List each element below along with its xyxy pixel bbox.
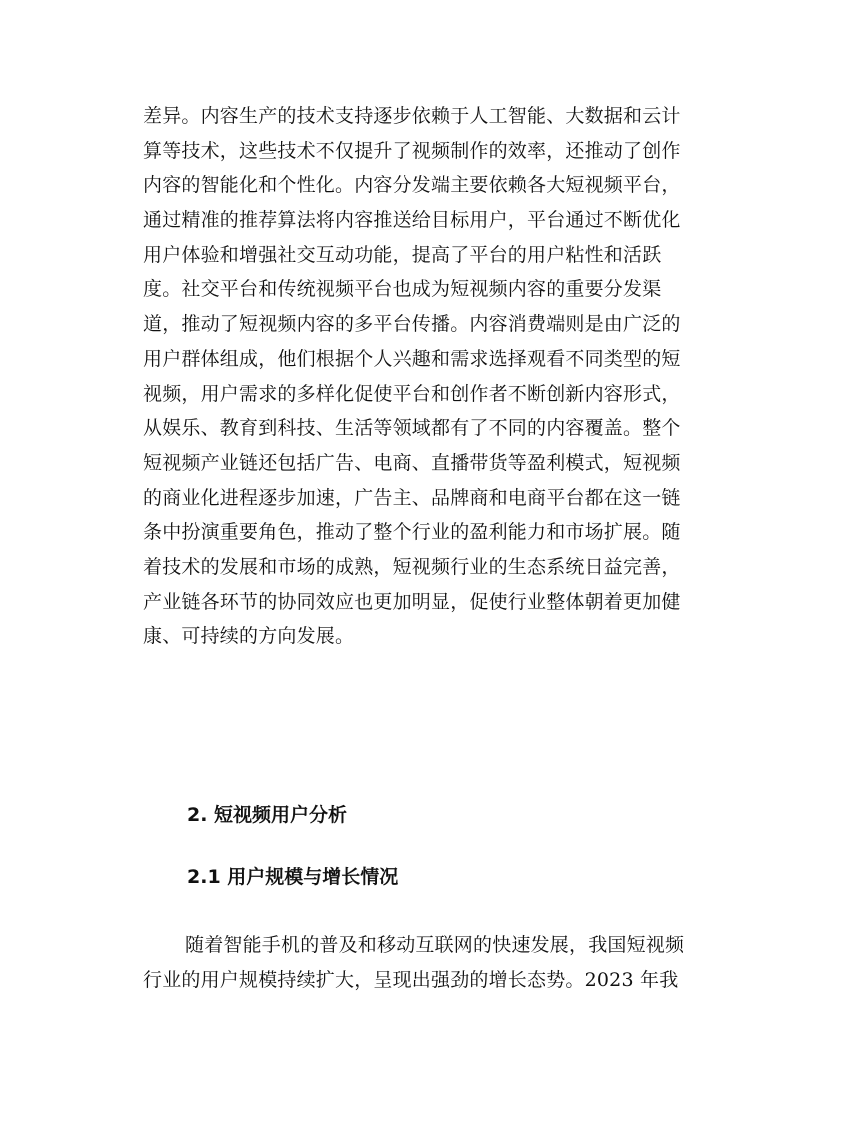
text-line: 着技术的发展和市场的成熟，短视频行业的生态系统日益完善， <box>143 555 681 578</box>
body-paragraph-industry-chain <box>143 99 703 654</box>
text-line: 条中扮演重要角色，推动了整个行业的盈利能力和市场扩展。随 <box>143 521 681 544</box>
text-line: 从娱乐、教育到科技、生活等领域都有了不同的内容覆盖。整个 <box>143 417 681 440</box>
text-line: 行业的用户规模持续扩大，呈现出强劲的增长态势。2023 年我 <box>143 968 679 991</box>
text-line: 短视频产业链还包括广告、电商、直播带货等盈利模式，短视频 <box>143 451 681 474</box>
text-line: 用户体验和增强社交互动功能，提高了平台的用户粘性和活跃 <box>143 243 662 266</box>
subsection-heading-user-scale: 2.1 用户规模与增长情况 <box>187 866 399 888</box>
text-line: 用户群体组成，他们根据个人兴趣和需求选择观看不同类型的短 <box>143 347 681 370</box>
text-line: 道，推动了短视频内容的多平台传播。内容消费端则是由广泛的 <box>143 313 681 336</box>
text-line: 的商业化进程逐步加速，广告主、品牌商和电商平台都在这一链 <box>143 486 681 509</box>
text-line: 差异。内容生产的技术支持逐步依赖于人工智能、大数据和云计 <box>143 105 681 127</box>
text-line: 算等技术，这些技术不仅提升了视频制作的效率，还推动了创作 <box>143 139 681 162</box>
section-heading-user-analysis: 2. 短视频用户分析 <box>187 804 348 826</box>
text-line: 产业链各环节的协同效应也更加明显，促使行业整体朝着更加健 <box>143 590 681 613</box>
text-line: 内容的智能化和个性化。内容分发端主要依赖各大短视频平台， <box>143 174 681 197</box>
text-line: 康、可持续的方向发展。 <box>143 625 355 648</box>
text-line: 通过精准的推荐算法将内容推送给目标用户，平台通过不断优化 <box>143 209 681 232</box>
body-paragraph-user-scale <box>143 928 703 997</box>
text-line: 视频，用户需求的多样化促使平台和创作者不断创新内容形式， <box>143 382 681 405</box>
text-line: 随着智能手机的普及和移动互联网的快速发展，我国短视频 <box>185 934 685 956</box>
text-line: 度。社交平台和传统视频平台也成为短视频内容的重要分发渠 <box>143 278 662 301</box>
